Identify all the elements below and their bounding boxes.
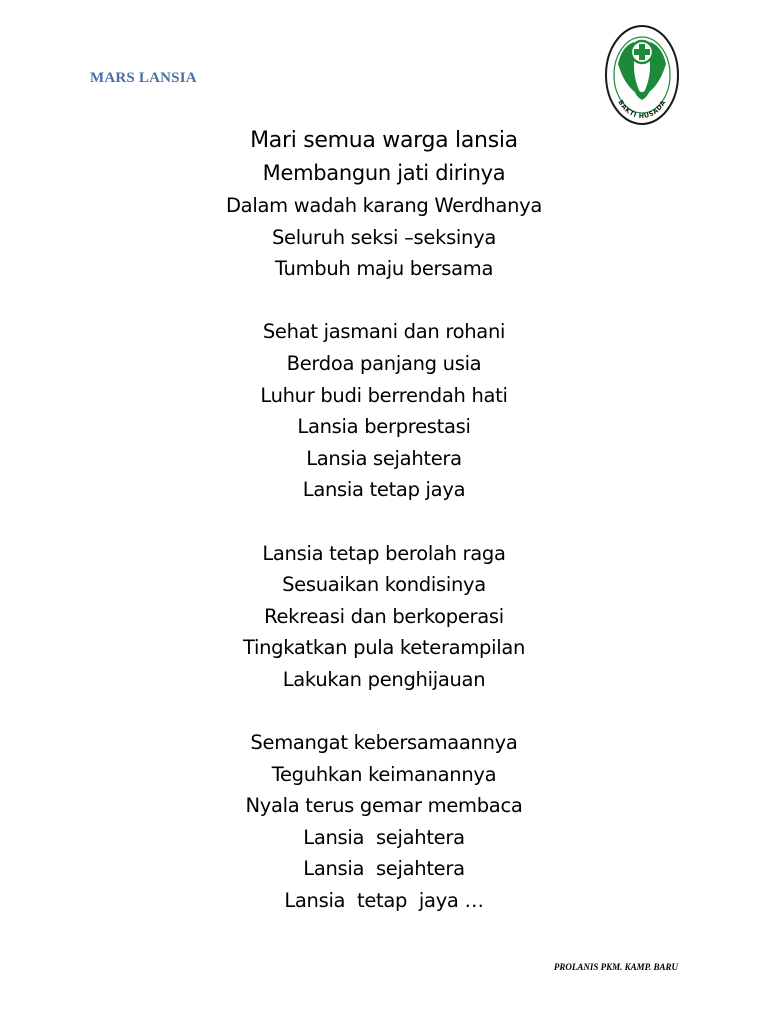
- bakti-husada-logo-icon: [604, 22, 680, 128]
- poem-line: Teguhkan keimanannya: [271, 762, 497, 786]
- stanza-gap: [0, 696, 768, 728]
- logo-text: BAKTI HUSADA: [616, 99, 668, 121]
- poem-line: Lansia berprestasi: [297, 415, 471, 439]
- poem-line: Mari semua warga lansia: [250, 128, 518, 153]
- poem-line: Lansia tetap jaya …: [284, 889, 484, 913]
- poem-line: Semangat kebersamaannya: [250, 731, 518, 755]
- footer-credit: PROLANIS PKM. KAMP. BARU: [553, 962, 678, 972]
- poem-line: Lansia sejahtera: [303, 825, 465, 849]
- stanza-gap: [0, 285, 768, 317]
- poem-line: Dalam wadah karang Werdhanya: [225, 194, 543, 217]
- poem-line: Sehat jasmani dan rohani: [262, 320, 506, 344]
- poem-line: Tingkatkan pula keterampilan: [242, 636, 526, 660]
- stanza: [0, 124, 768, 285]
- poem-line: Seluruh seksi –seksinya: [271, 225, 497, 249]
- poem-line: Lansia sejahtera: [303, 857, 465, 881]
- poem-line: Rekreasi dan berkoperasi: [264, 604, 504, 628]
- poem-line: Lansia tetap berolah raga: [262, 541, 506, 565]
- document-title: MARS LANSIA: [90, 70, 197, 86]
- stanza: [0, 316, 768, 506]
- stanza: [0, 538, 768, 696]
- poem-line: Membangun jati dirinya: [262, 161, 506, 185]
- poem-line: Berdoa panjang usia: [286, 351, 482, 375]
- poem-line: Lansia sejahtera: [306, 446, 462, 470]
- poem-line: Luhur budi berrendah hati: [260, 383, 508, 407]
- poem-line: Nyala terus gemar membaca: [245, 794, 523, 818]
- poem-line: Sesuaikan kondisinya: [282, 573, 486, 597]
- poem-line: Lakukan penghijauan: [282, 667, 486, 691]
- stanza: [0, 727, 768, 917]
- bakti-husada-logo: [604, 22, 680, 128]
- poem-body: [0, 124, 768, 917]
- poem-line: Tumbuh maju bersama: [274, 257, 494, 281]
- poem-line: Lansia tetap jaya: [302, 478, 466, 502]
- stanza-gap: [0, 506, 768, 538]
